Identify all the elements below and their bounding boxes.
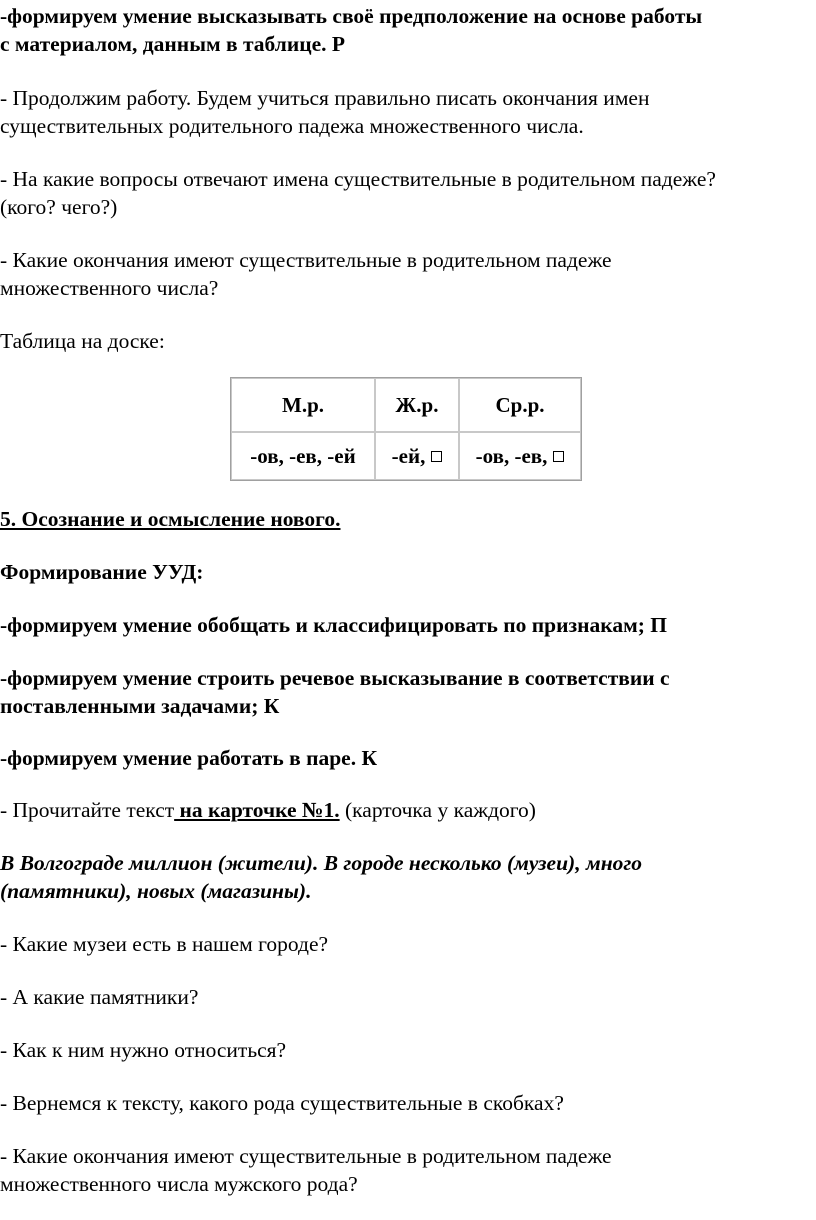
cell-masculine-text: -ов, -ев, -ей [250,443,356,468]
question-attitude: - Как к ним нужно относиться? [0,1038,287,1062]
card-text-b: (памятники), новых (магазины). [0,879,312,903]
uud-classify: -формируем умение обобщать и классифицировать по признакам; П [0,613,667,637]
uud-title: Формирование УУД: [0,560,204,584]
cell-feminine-text: -ей, [391,443,426,468]
question-cases-b: (кого? чего?) [0,195,118,219]
question-endings-a: - Какие окончания имеют существительные в родительном падеже [0,248,612,272]
header-neuter: Ср.р. [459,378,581,432]
empty-box-icon [553,451,564,462]
read-suffix: (карточка у каждого) [339,798,536,822]
paragraph-continue-b: существительных родительного падежа множественного числа. [0,114,584,138]
table-row [231,432,581,480]
uud-pair-work: -формируем умение работать в паре. К [0,746,378,770]
uud-line-1a: -формируем умение высказывать своё предположение на основе работы [0,4,703,28]
uud-speech-a: -формируем умение строить речевое высказывание в соответствии с [0,666,670,690]
header-masculine: М.р. [231,378,375,432]
card-reference: на карточке №1. [174,798,340,822]
header-feminine: Ж.р. [375,378,459,432]
table-caption: Таблица на доске: [0,329,165,353]
uud-speech-b: поставленными задачами; К [0,694,280,718]
question-cases-a: - На какие вопросы отвечают имена существительные в родительном падеже? [0,167,716,191]
question-monuments: - А какие памятники? [0,985,199,1009]
section-5-heading: 5. Осознание и осмысление нового. [0,507,341,531]
cell-neuter-text: -ов, -ев, [475,443,548,468]
cell-feminine [375,432,459,480]
read-card-instruction [0,796,536,824]
uud-line-1b: с материалом, данным в таблице. Р [0,32,346,56]
question-masculine-endings-a: - Какие окончания имеют существительные в родительном падеже [0,1144,612,1168]
question-endings-b: множественного числа? [0,276,219,300]
question-gender: - Вернемся к тексту, какого рода существительные в скобках? [0,1091,564,1115]
question-masculine-endings-b: множественного числа мужского рода? [0,1172,358,1196]
cell-masculine [231,432,375,480]
endings-table [230,377,582,481]
read-prefix: - Прочитайте текст [0,798,175,822]
empty-box-icon [431,451,442,462]
paragraph-continue-a: - Продолжим работу. Будем учиться правильно писать окончания имен [0,86,650,110]
card-text-a: В Волгограде миллион (жители). В городе несколько (музеи), много [0,851,643,875]
table-header-row [231,378,581,432]
cell-neuter [459,432,581,480]
question-museums: - Какие музеи есть в нашем городе? [0,932,329,956]
